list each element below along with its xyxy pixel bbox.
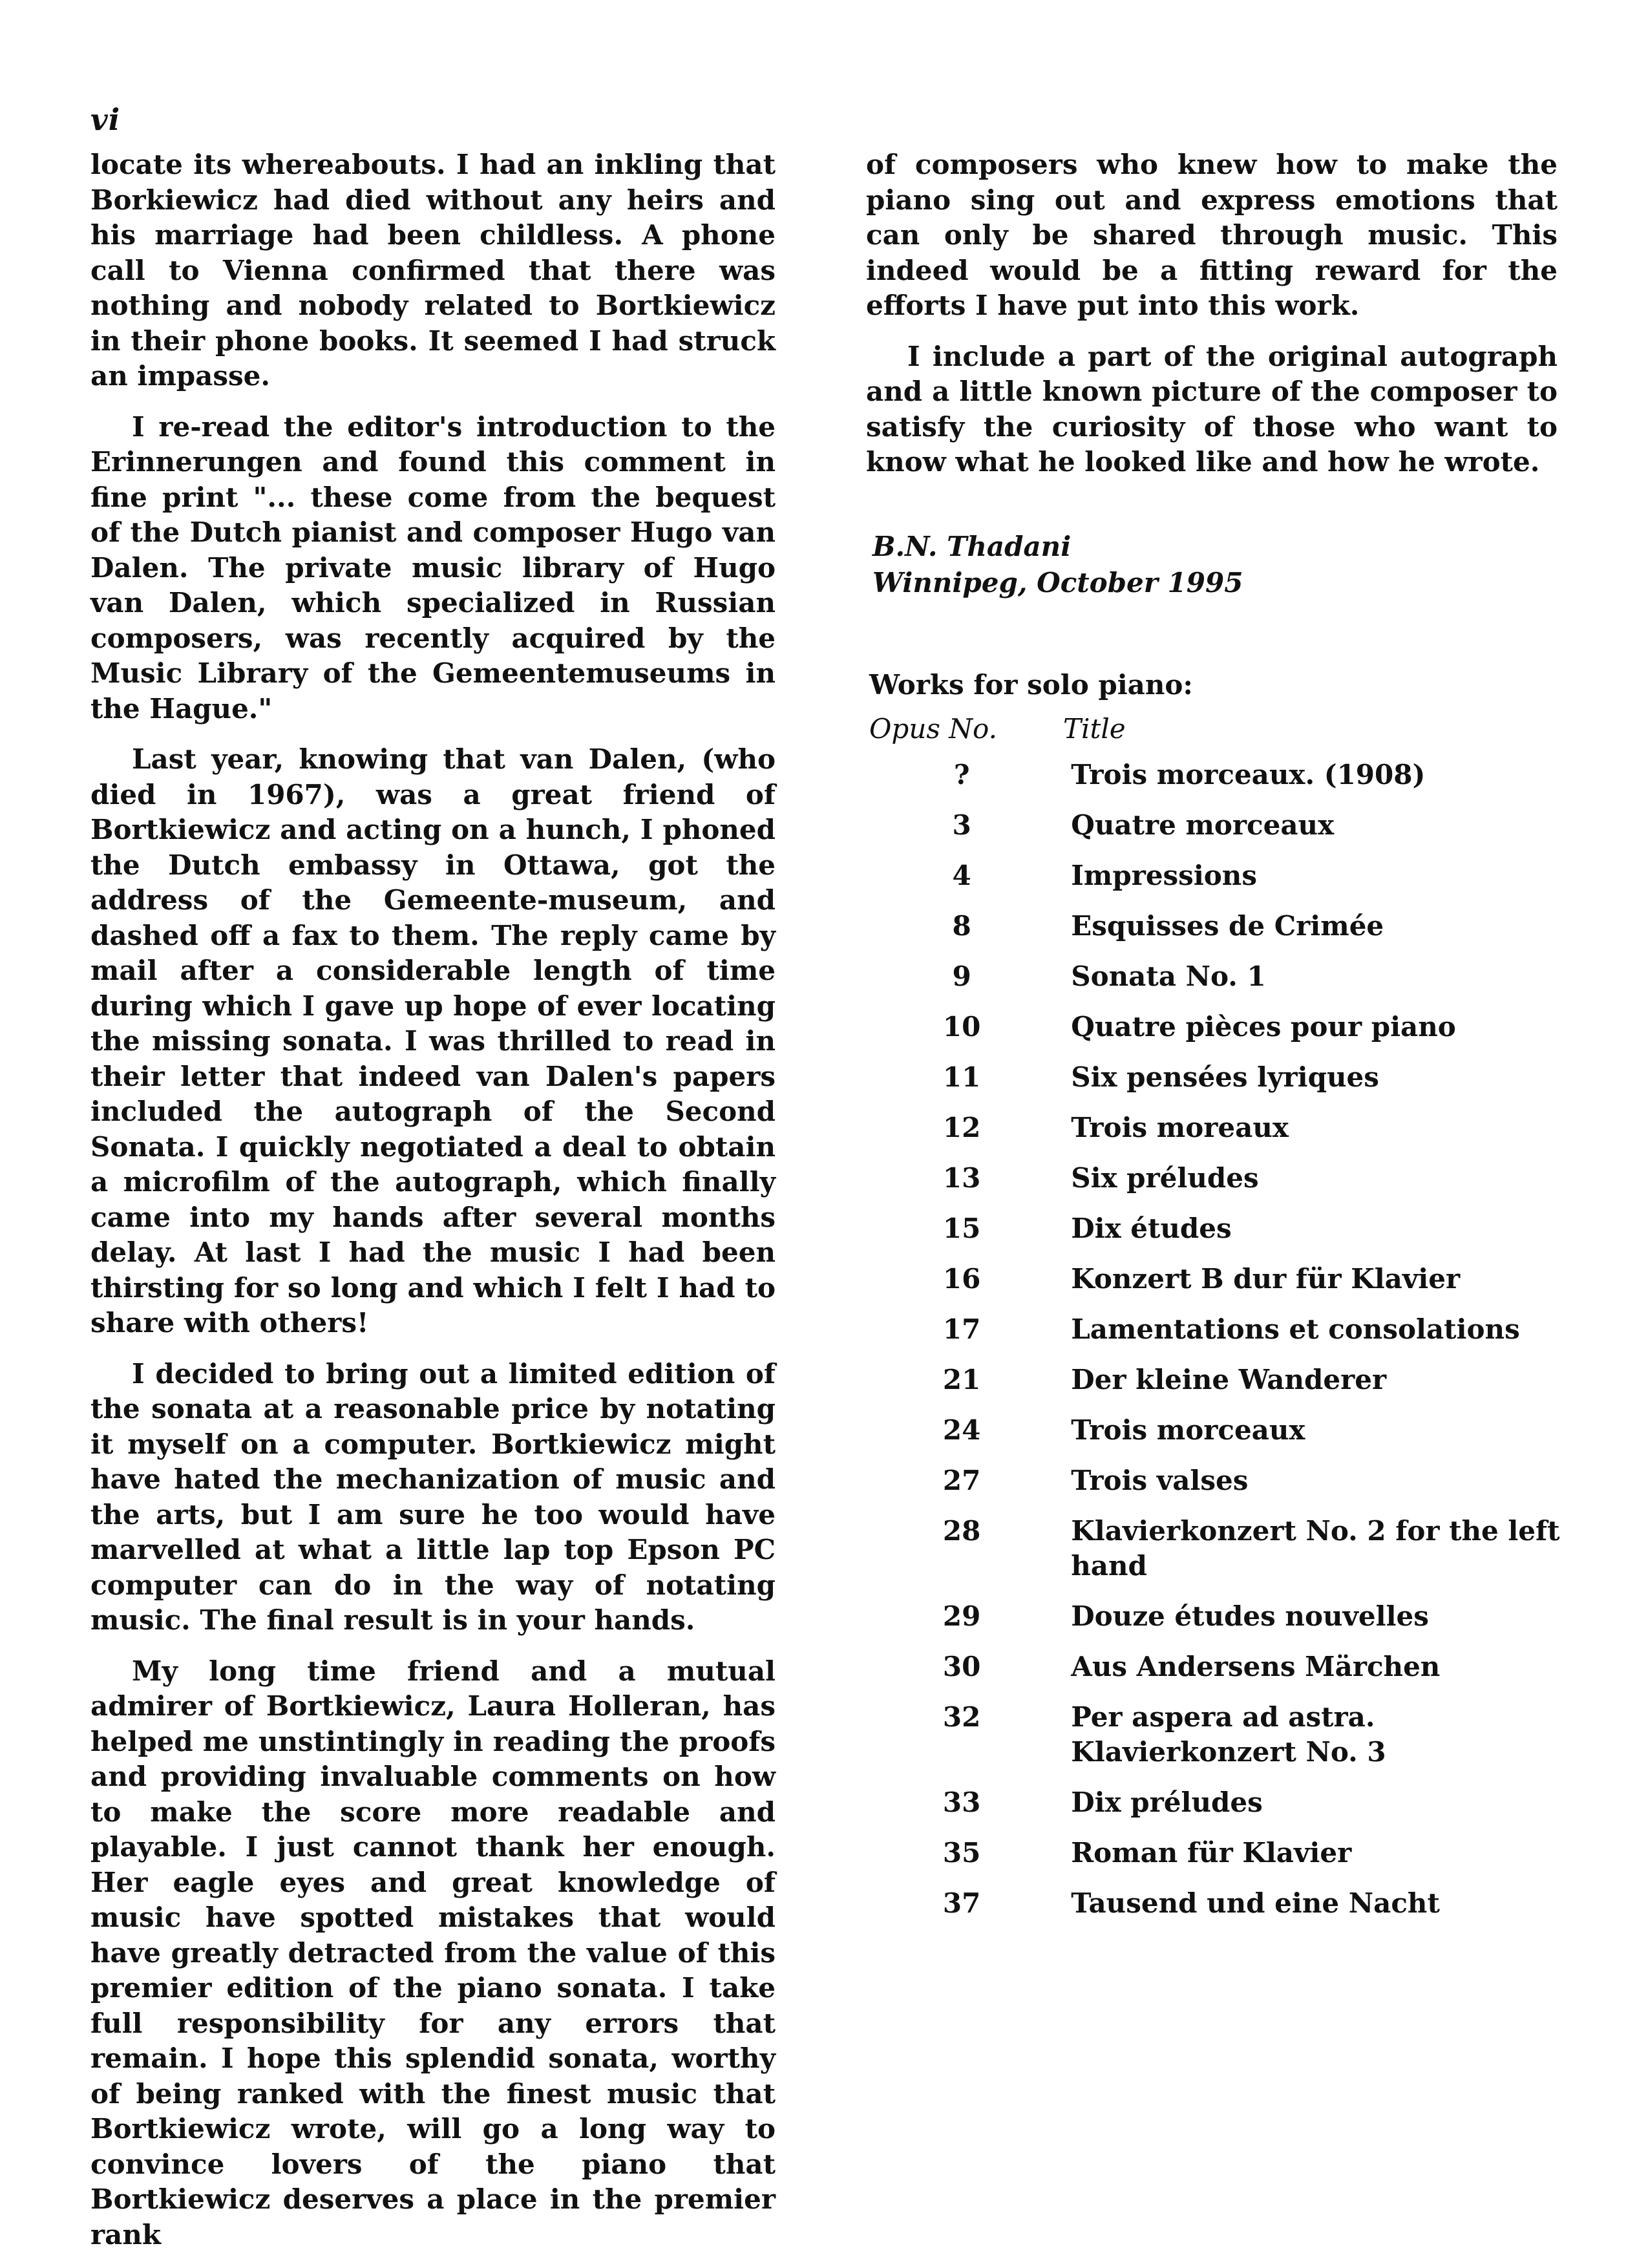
work-title: Trois valses <box>1071 1465 1249 1496</box>
paragraph: My long time friend and a mutual admirer of Bortkiewicz, Laura Holleran, has helped me unstintingly in reading the proofs and providing invaluable comments on how to make the score more readable and playable. I just cannot thank her enough. Her eagle eyes and great knowledge of music have spotted mistakes that would have greatly detracted from the value of this premier edition of the piano sonata. I take full responsibility for any errors that remain. I hope this splendid sonata, worthy of being ranked with the finest music that Bortkiewicz wrote, will go a long way to convince lovers of the piano that Bortkiewicz deserves a place in the premier rank <box>90 1655 776 2251</box>
page-number: vi <box>90 102 121 137</box>
paragraph: Last year, knowing that van Dalen, (who died in 1967), was a great friend of Bortkiewicz and acting on a hunch, I phoned the Dutch embassy in Ottawa, got the address of the Gemeente-museum, and dashed off a fax to them. The reply came by mail after a considerable length of time during which I gave up hope of ever locating the missing sonata. I was thrilled to read in their letter that indeed van Dalen's papers included the autograph of the Second Sonata. I quickly negotiated a deal to obtain a microfilm of the autograph, which finally came into my hands after several months delay. At last I had the music I had been thirsting for so long and which I felt I had to share with others! <box>90 743 776 1339</box>
opus-number: 12 <box>942 1112 981 1143</box>
opus-number: 8 <box>952 910 971 942</box>
opus-number: 11 <box>942 1061 981 1093</box>
work-row <box>869 1362 1567 1397</box>
signature-place-date: Winnipeg, October 1995 <box>872 567 1243 599</box>
opus-number: 15 <box>942 1213 981 1244</box>
opus-number: ? <box>953 759 970 790</box>
work-title: Aus Andersens Märchen <box>1071 1651 1441 1682</box>
right-column <box>866 147 1558 496</box>
paragraph: I re-read the editor's introduction to the Erinnerungen and found this comment in fine print "... these come from the bequest of the Dutch pianist and composer Hugo van Dalen. The private music library of Hugo van Dalen, which specialized in Russian composers, was recently acquired by the Music Library of the Gemeentemuseums in the Hague." <box>90 410 776 725</box>
work-row <box>869 1514 1567 1584</box>
work-title: Roman für Klavier <box>1071 1837 1352 1869</box>
work-row <box>869 858 1567 893</box>
work-title: Klavierkonzert No. 2 for the left hand <box>1071 1515 1560 1582</box>
work-title: Impressions <box>1071 860 1257 891</box>
paragraph: I include a part of the original autograph and a little known picture of the composer to satisfy the curiosity of those who want to know what he looked like and how he wrote. <box>866 340 1558 478</box>
work-row <box>869 1161 1567 1196</box>
works-list <box>869 667 1567 1936</box>
work-row <box>869 959 1567 994</box>
work-title: Tausend und eine Nacht <box>1071 1887 1440 1919</box>
opus-number: 21 <box>942 1364 981 1395</box>
work-row <box>869 1211 1567 1246</box>
opus-number: 10 <box>942 1011 981 1043</box>
opus-number: 17 <box>942 1313 981 1345</box>
work-title: Trois morceaux. (1908) <box>1071 759 1426 790</box>
work-row <box>869 1060 1567 1095</box>
work-title: Trois moreaux <box>1071 1112 1289 1143</box>
opus-number: 33 <box>942 1786 981 1818</box>
opus-number: 27 <box>942 1465 981 1496</box>
opus-number: 32 <box>942 1701 981 1733</box>
work-title: Sonata No. 1 <box>1071 960 1266 992</box>
opus-number: 29 <box>942 1600 981 1632</box>
work-row <box>869 1649 1567 1684</box>
work-row <box>869 1886 1567 1921</box>
work-row <box>869 758 1567 792</box>
paragraph: locate its whereabouts. I had an inkling that Borkiewicz had died without any heirs and his marriage had been childless. A phone call to Vienna confirmed that there was nothing and nobody related to Bortkiewicz in their phone books. It seemed I had struck an impasse. <box>90 149 776 392</box>
opus-number: 3 <box>952 809 971 841</box>
work-row <box>869 1785 1567 1820</box>
opus-number: 30 <box>942 1651 981 1682</box>
work-row <box>869 808 1567 843</box>
opus-number: 28 <box>942 1515 981 1547</box>
work-row <box>869 1836 1567 1871</box>
work-title: Quatre morceaux <box>1071 809 1335 841</box>
opus-number: 9 <box>952 960 971 992</box>
opus-column-header: Opus No. <box>869 713 997 745</box>
work-row <box>869 1700 1567 1770</box>
work-title: Esquisses de Crimée <box>1071 910 1384 942</box>
signature-name: B.N. Thadani <box>872 531 1072 562</box>
work-row <box>869 1110 1567 1145</box>
work-row <box>869 1312 1567 1347</box>
work-title: Lamentations et consolations <box>1071 1313 1520 1345</box>
work-title: Per aspera ad astra. Klavierkonzert No. 3 <box>1071 1701 1386 1768</box>
work-row <box>869 1262 1567 1297</box>
work-title: Six préludes <box>1071 1162 1259 1194</box>
opus-number: 35 <box>942 1837 981 1869</box>
work-title: Trois morceaux <box>1071 1414 1305 1446</box>
title-column-header: Title <box>1063 713 1126 745</box>
works-column-headers <box>869 711 1567 747</box>
works-rows <box>869 758 1567 1921</box>
opus-number: 4 <box>952 860 971 891</box>
opus-number: 13 <box>942 1162 981 1194</box>
work-row <box>869 1463 1567 1498</box>
work-title: Dix préludes <box>1071 1786 1263 1818</box>
work-title: Dix études <box>1071 1213 1232 1244</box>
opus-number: 24 <box>942 1414 981 1446</box>
paragraph: of composers who knew how to make the piano sing out and express emotions that can only be shared through music. This indeed would be a fitting reward for the efforts I have put into this work. <box>866 149 1558 321</box>
work-row <box>869 1010 1567 1044</box>
work-row <box>869 1599 1567 1634</box>
work-title: Der kleine Wanderer <box>1071 1364 1387 1395</box>
work-row <box>869 909 1567 944</box>
signature <box>872 529 1243 601</box>
left-column <box>90 147 776 2268</box>
paragraph: I decided to bring out a limited edition of the sonata at a reasonable price by notating it myself on a computer. Bortkiewicz might have hated the mechanization of music and the arts, but I am sure he too would have marvelled at what a little lap top Epson PC computer can do in the way of notating music. The final result is in your hands. <box>90 1357 776 1636</box>
work-title: Douze études nouvelles <box>1071 1600 1429 1632</box>
opus-number: 16 <box>942 1263 981 1295</box>
work-row <box>869 1413 1567 1448</box>
opus-number: 37 <box>942 1887 981 1919</box>
works-heading: Works for solo piano: <box>869 669 1193 701</box>
work-title: Konzert B dur für Klavier <box>1071 1263 1461 1295</box>
work-title: Six pensées lyriques <box>1071 1061 1379 1093</box>
work-title: Quatre pièces pour piano <box>1071 1011 1456 1043</box>
